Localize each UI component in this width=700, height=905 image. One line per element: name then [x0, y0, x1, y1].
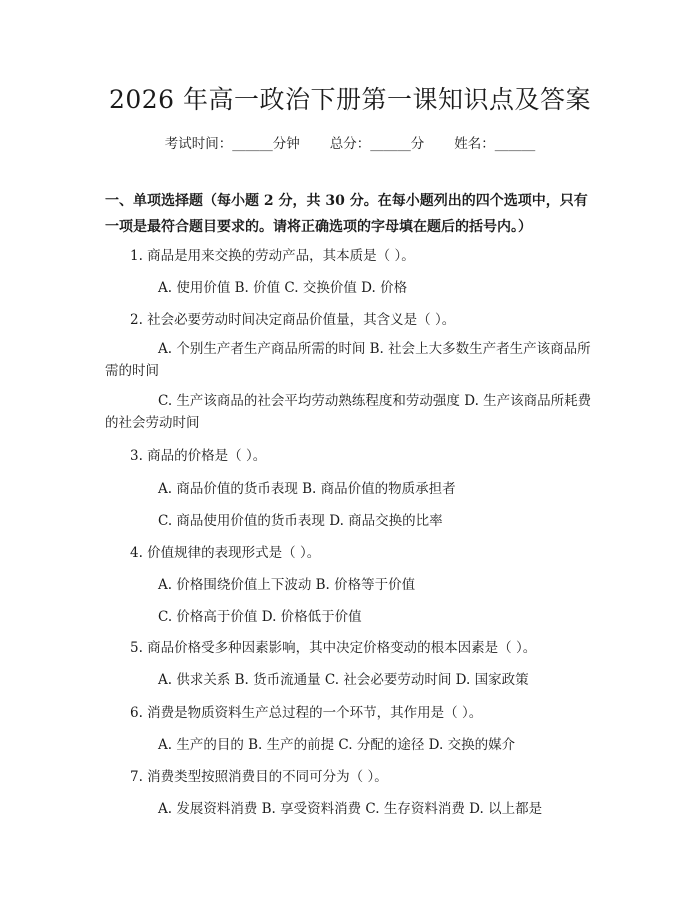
- question-options: A. 生产的目的 B. 生产的前提 C. 分配的途径 D. 交换的媒介: [158, 737, 516, 753]
- exam-total-score: 总分：______分: [329, 136, 425, 152]
- question-options: C. 生产该商品的社会平均劳动熟练程度和劳动强度 D. 生产该商品所耗费的社会劳动时间: [105, 393, 592, 431]
- question-options: A. 商品价值的货币表现 B. 商品价值的物质承担者: [158, 481, 456, 497]
- question-options: A. 供求关系 B. 货币流通量 C. 社会必要劳动时间 D. 国家政策: [158, 672, 529, 688]
- question-stem: 1. 商品是用来交换的劳动产品，其本质是（ ）。: [130, 248, 415, 264]
- exam-name-field: 姓名：______: [454, 136, 536, 152]
- question-stem: 2. 社会必要劳动时间决定商品价值量，其含义是（ ）。: [130, 312, 456, 328]
- question-stem: 7. 消费类型按照消费目的不同可分为（ ）。: [130, 769, 388, 785]
- question-options: A. 使用价值 B. 价值 C. 交换价值 D. 价格: [158, 280, 408, 296]
- question-options: C. 价格高于价值 D. 价格低于价值: [158, 609, 362, 625]
- question-stem: 3. 商品的价格是（ ）。: [130, 448, 267, 464]
- question-stem: 6. 消费是物质资料生产总过程的一个环节，其作用是（ ）。: [130, 705, 483, 721]
- exam-meta: [0, 132, 700, 152]
- question-options: C. 商品使用价值的货币表现 D. 商品交换的比率: [158, 513, 443, 529]
- question-stem: 5. 商品价格受多种因素影响，其中决定价格变动的根本因素是（ ）。: [130, 640, 537, 656]
- exam-time: 考试时间：______分钟: [164, 136, 300, 152]
- question-stem: 4. 价值规律的表现形式是（ ）。: [130, 545, 321, 561]
- page-title: 2026 年高一政治下册第一课知识点及答案: [108, 85, 592, 114]
- question-options: A. 发展资料消费 B. 享受资料消费 C. 生存资料消费 D. 以上都是: [158, 801, 543, 817]
- question-options: A. 价格围绕价值上下波动 B. 价格等于价值: [158, 577, 416, 593]
- question-options: A. 个别生产者生产商品所需的时间 B. 社会上大多数生产者生产该商品所需的时间: [105, 341, 591, 379]
- section-heading: 一、单项选择题（每小题 2 分，共 30 分。在每小题列出的四个选项中，只有一项是最符合题目要求的。请将正确选项的字母填在题后的括号内。）: [105, 193, 588, 235]
